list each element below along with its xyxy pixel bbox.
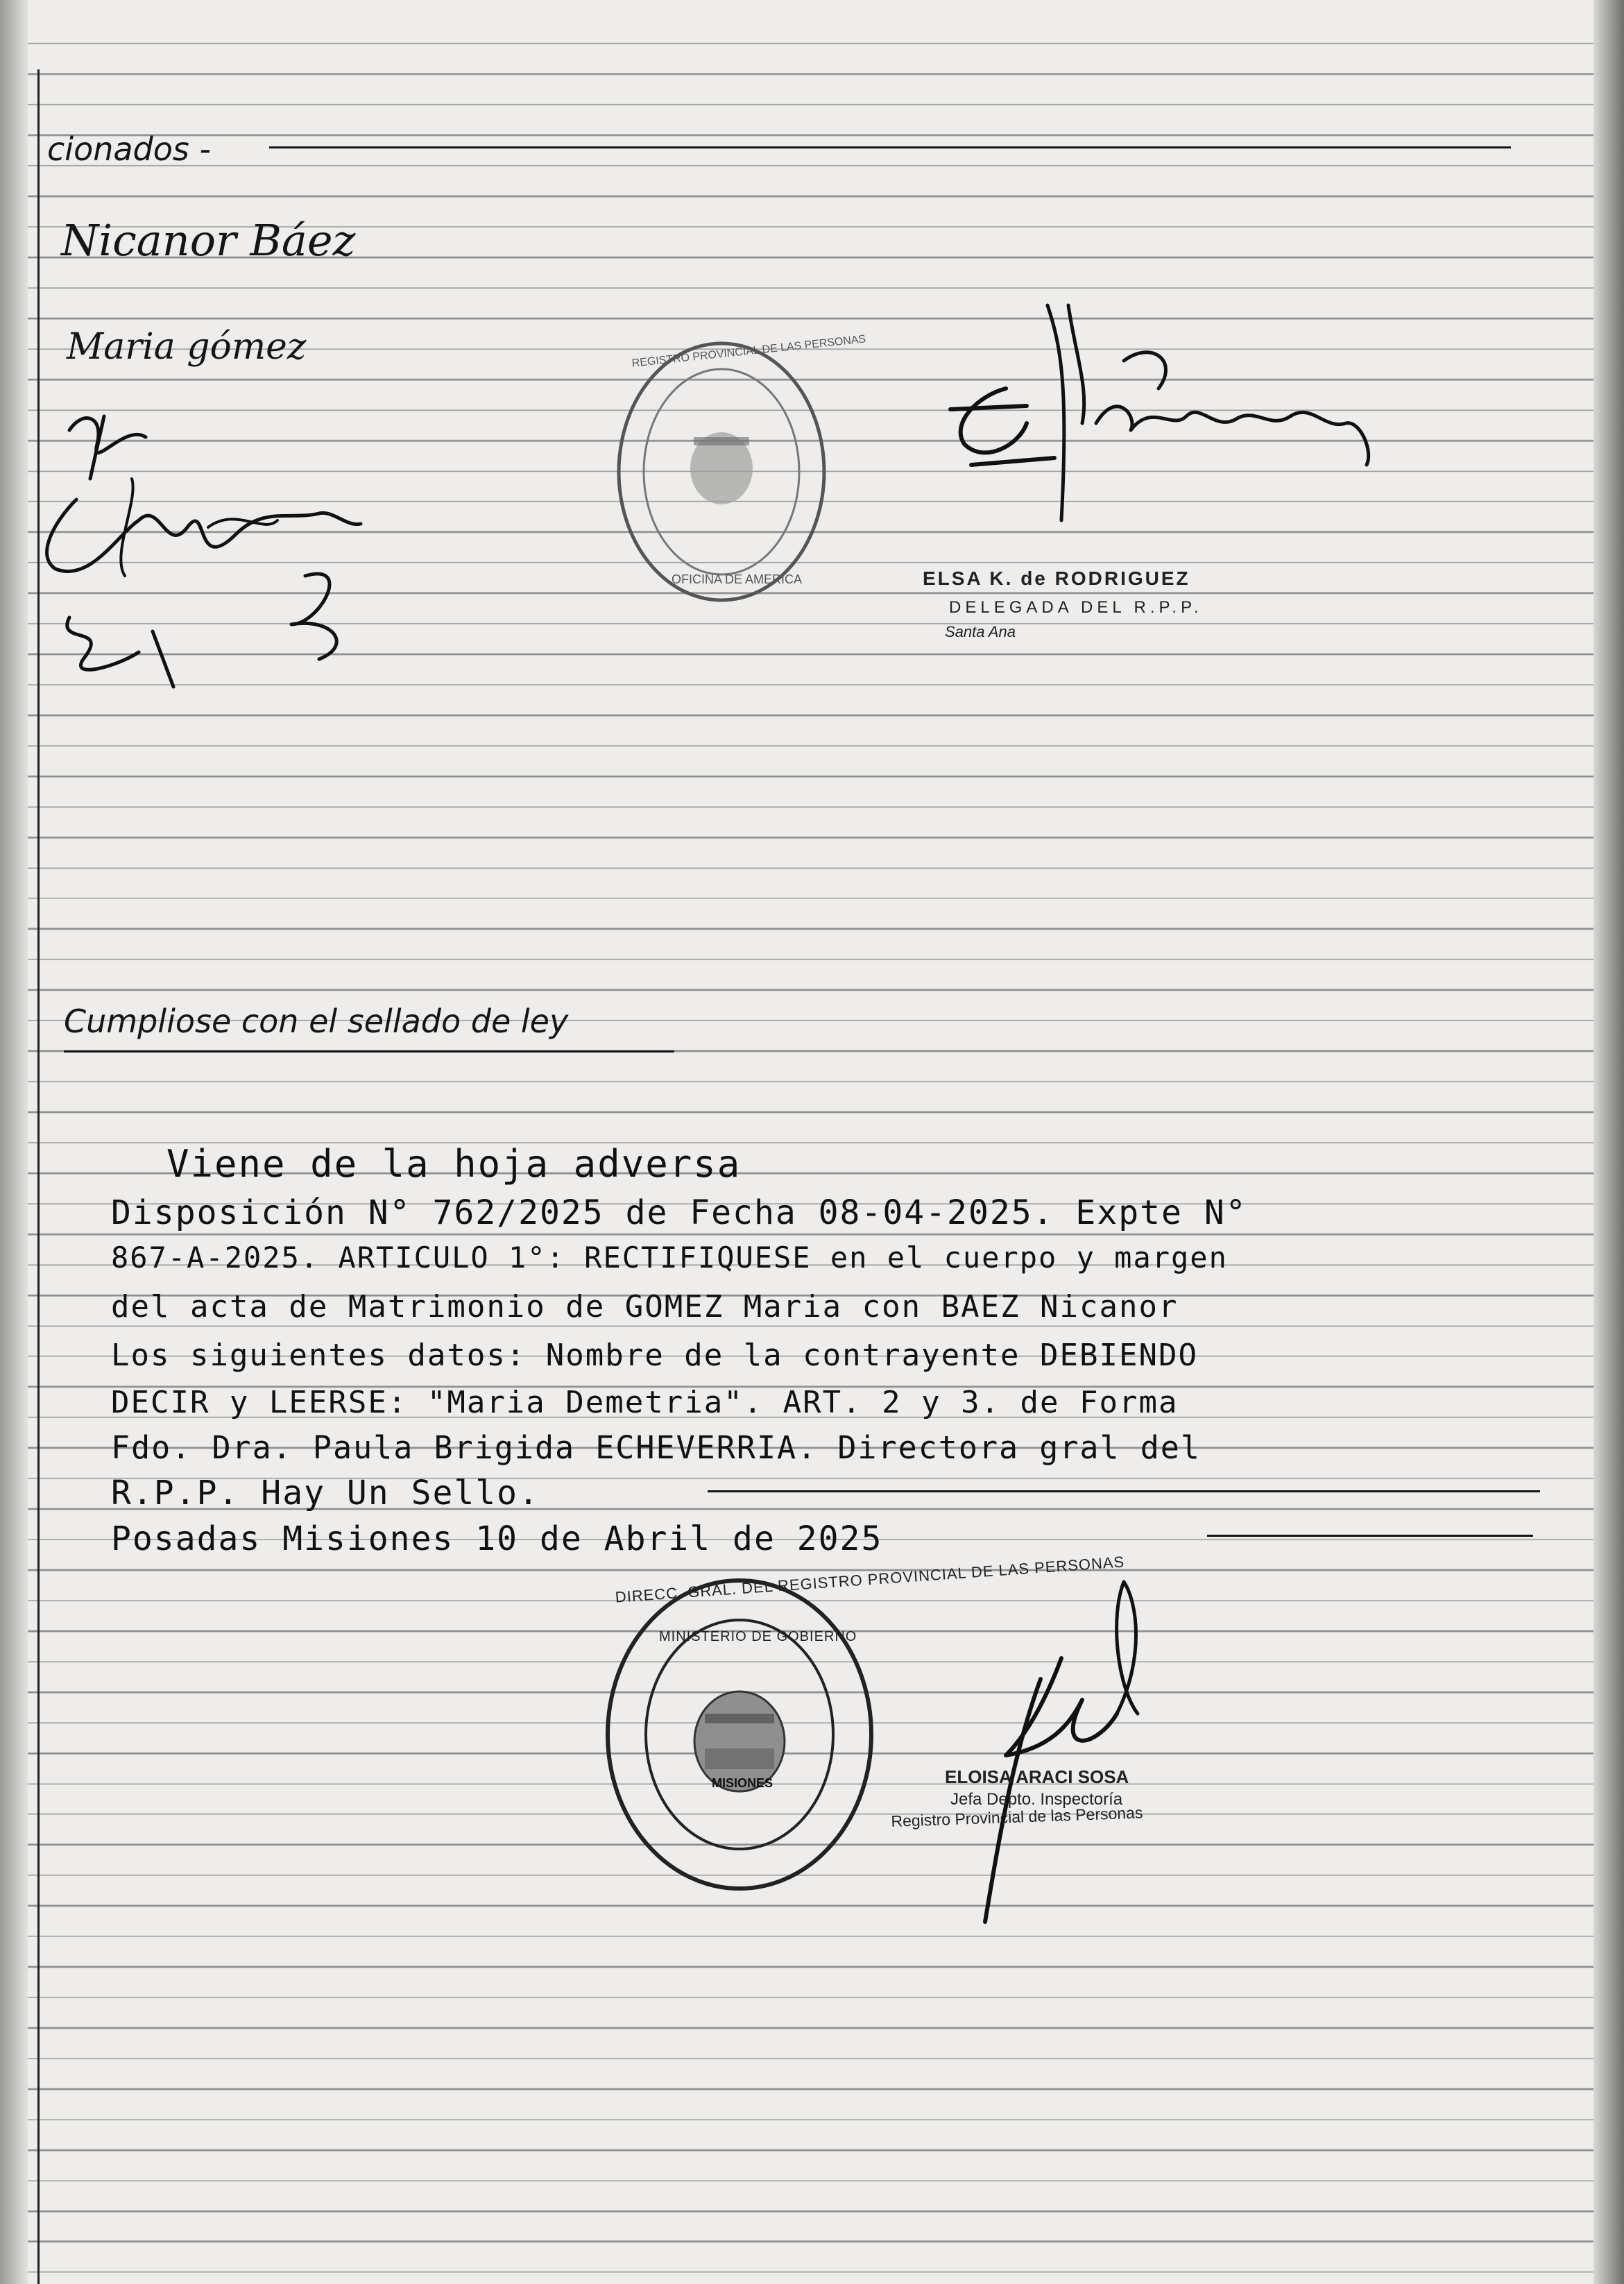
stamp-bottom-center: MISIONES [712, 1776, 773, 1790]
official-bottom-org: Registro Provincial de las Personas [891, 1803, 1143, 1830]
heading-fragment: cionados - [47, 130, 212, 168]
official-top-title: DELEGADA DEL R.P.P. [949, 598, 1203, 617]
closing-rule-2 [1207, 1535, 1533, 1537]
annotation-line-6: DECIR y LEERSE: "Maria Demetria". ART. 2 y 3. de Forma [111, 1385, 1179, 1420]
annotation-line-5: Los siguientes datos: Nombre de la contrayente DEBIENDO [111, 1338, 1198, 1373]
signature-name-1: Nicanor Báez [61, 215, 356, 266]
official-signature-bottom [957, 1575, 1179, 1936]
stamp-top-ring-text: REGISTRO PROVINCIAL DE LAS PERSONAS [631, 333, 866, 370]
annotation-line-3: 867-A-2025. ARTICULO 1°: RECTIFIQUESE en el cuerpo y margen [111, 1241, 1228, 1275]
official-bottom-name: ELOISA ARACI SOSA [945, 1766, 1129, 1787]
annotation-line-2: Disposición N° 762/2025 de Fecha 08-04-2025. Expte N° [111, 1193, 1247, 1232]
sealed-note-underline [64, 1050, 674, 1052]
closing-rule-1 [708, 1490, 1540, 1492]
official-top-place: Santa Ana [945, 623, 1016, 640]
official-top-name: ELSA K. de RODRIGUEZ [923, 568, 1190, 589]
witness-signatures [28, 395, 416, 701]
annotation-line-4: del acta de Matrimonio de GOMEZ Maria con BAEZ Nicanor [111, 1289, 1179, 1324]
official-signature-top [923, 284, 1408, 548]
heading-rule [269, 146, 1511, 148]
signature-name-2: Maria gómez [67, 326, 307, 368]
stamp-bottom-inner-ring: MINISTERIO DE GOBIERNO [659, 1629, 857, 1644]
stamp-top-lower-text: OFICINA DE AMERICA [672, 572, 803, 586]
official-bottom-title: Jefa Depto. Inspectoría [950, 1790, 1123, 1809]
sealed-note: Cumpliose con el sellado de ley [64, 1003, 569, 1040]
annotation-line-7: Fdo. Dra. Paula Brigida ECHEVERRIA. Directora gral del [111, 1429, 1201, 1466]
stamp-bottom-outer-ring: DIRECC. GRAL. DEL REGISTRO PROVINCIAL DE LAS PERSONAS [614, 1553, 1125, 1606]
stamp-top [610, 333, 866, 611]
annotation-line-9: Posadas Misiones 10 de Abril de 2025 [111, 1519, 883, 1558]
annotation-line-1: Viene de la hoja adversa [166, 1142, 742, 1186]
annotation-line-8: R.P.P. Hay Un Sello. [111, 1474, 540, 1512]
